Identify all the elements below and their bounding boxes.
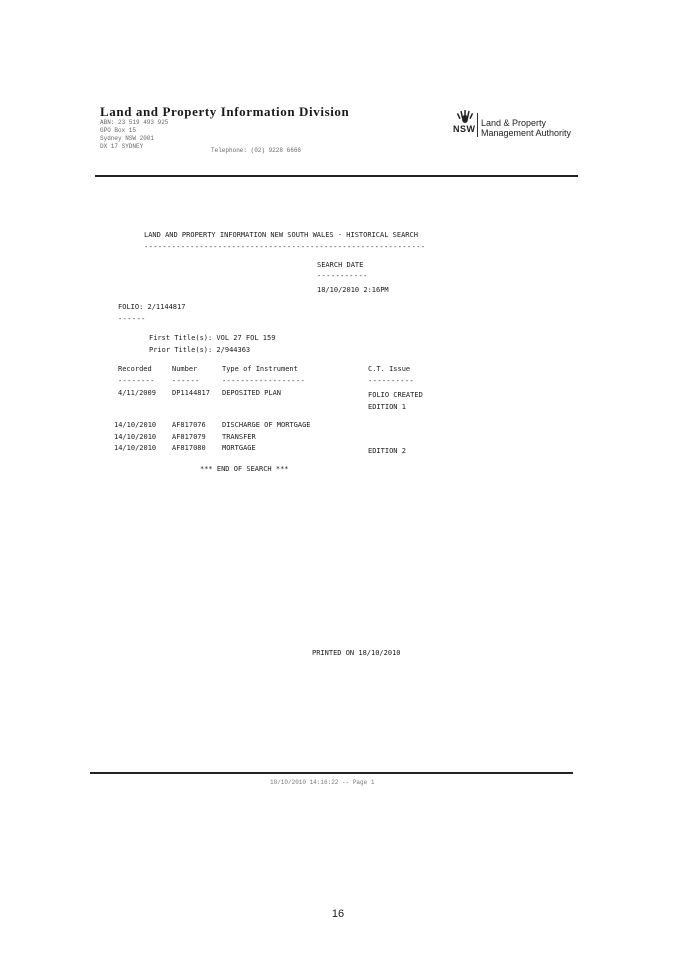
column-header-type: Type of Instrument xyxy=(222,365,298,373)
logo-nsw-mark: NSW xyxy=(453,124,476,134)
cell-number: DP1144817 xyxy=(172,389,210,397)
logo-divider xyxy=(477,113,478,137)
division-title: Land and Property Information Division xyxy=(100,104,350,119)
footer-line: 18/10/2010 14:16:22 -- Page 1 xyxy=(270,779,375,786)
address-line-1: ABN: 23 519 493 925 xyxy=(100,119,169,126)
first-title: First Title(s): VOL 27 FOL 159 xyxy=(149,334,276,342)
search-heading-rule: ------------------------------------------------------------- xyxy=(144,243,426,251)
footer-rule xyxy=(90,772,573,774)
logo-text-line-2: Management Authority xyxy=(481,128,572,138)
waratah-icon xyxy=(456,110,474,124)
column-header-issue: C.T. Issue xyxy=(368,365,411,373)
cell-type: MORTGAGE xyxy=(222,444,256,452)
cell-type: DEPOSITED PLAN xyxy=(222,389,282,397)
cell-recorded: 14/10/2010 xyxy=(114,444,157,452)
search-heading: LAND AND PROPERTY INFORMATION NEW SOUTH WALES - HISTORICAL SEARCH xyxy=(144,231,418,239)
search-date-value: 18/10/2010 2:16PM xyxy=(317,286,389,294)
prior-title: Prior Title(s): 2/944363 xyxy=(149,346,251,354)
column-rule-recorded: -------- xyxy=(118,377,155,385)
cell-recorded: 14/10/2010 xyxy=(114,433,157,441)
lpma-logo xyxy=(453,110,593,140)
address-line-3: Sydney NSW 2001 xyxy=(100,135,155,142)
cell-number: AF817076 xyxy=(172,421,206,429)
column-rule-type: ------------------ xyxy=(222,377,306,385)
address-line-4: DX 17 SYDNEY xyxy=(100,143,144,150)
search-date-label: SEARCH DATE xyxy=(317,261,364,269)
cell-type: DISCHARGE OF MORTGAGE xyxy=(222,421,311,429)
cell-recorded: 14/10/2010 xyxy=(114,421,157,429)
printed-on: PRINTED ON 18/10/2010 xyxy=(312,649,401,657)
telephone: Telephone: (02) 9228 6666 xyxy=(211,147,302,154)
cell-type: TRANSFER xyxy=(222,433,256,441)
folio-label: FOLIO: 2/1144817 xyxy=(118,303,186,311)
logo-text-line-1: Land & Property xyxy=(481,118,547,128)
search-date-rule: ----------- xyxy=(317,272,368,280)
column-rule-issue: ---------- xyxy=(368,377,415,385)
cell-issue-edition: EDITION 1 xyxy=(368,403,406,411)
column-header-recorded: Recorded xyxy=(118,365,152,373)
cell-recorded: 4/11/2009 xyxy=(118,389,156,397)
page-number: 16 xyxy=(331,908,345,920)
address-line-2: GPO Box 15 xyxy=(100,127,137,134)
column-rule-number: ------ xyxy=(172,377,200,385)
end-of-search: *** END OF SEARCH *** xyxy=(200,465,289,473)
header-rule xyxy=(95,175,578,177)
cell-issue: FOLIO CREATED xyxy=(368,391,423,399)
cell-number: AF817079 xyxy=(172,433,206,441)
column-header-number: Number xyxy=(172,365,198,373)
cell-number: AF817080 xyxy=(172,444,206,452)
folio-rule: ------ xyxy=(118,315,146,323)
cell-issue: EDITION 2 xyxy=(368,447,406,455)
